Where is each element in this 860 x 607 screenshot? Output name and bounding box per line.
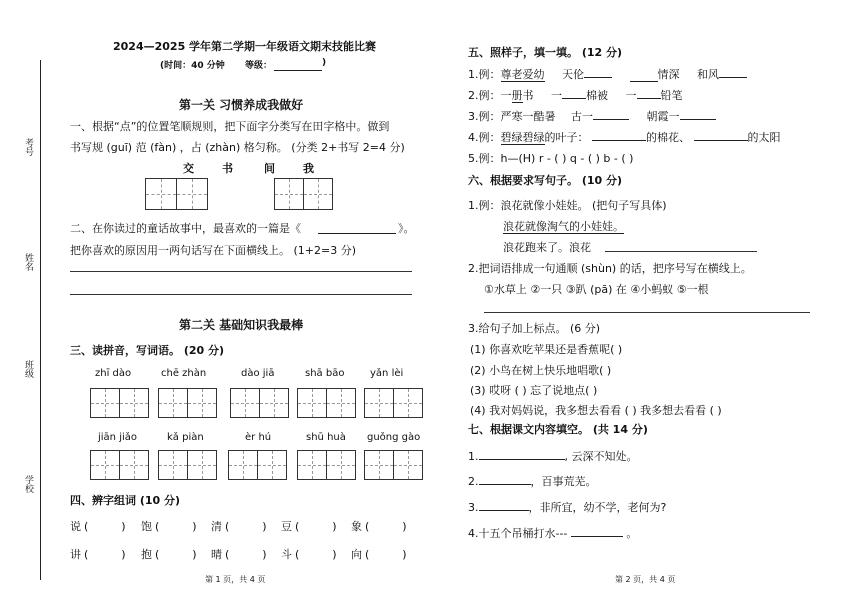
char-jiao: 交 [183,162,194,175]
q4-char-1: 说 [70,520,81,533]
q4-char-7: 抱 [141,548,152,561]
q7-line3: 3. ，非所宜，幼不学，老何为? [468,501,667,514]
q2-line2: 把你喜欢的原因用一两句话写在下面横线上。 (1+2=3 分) [70,244,357,257]
part2-title: 第二关 基础知识我最棒 [179,318,304,332]
tianzige-left[interactable] [145,178,208,210]
q4-blank-10[interactable]: ( ) [365,548,407,561]
q6-line4: 2.把词语排成一句通顺 (shùn) 的话，把序号写在横线上。 [468,262,752,275]
q5-line3: 3.例：严寒一酷暑 古一 朝霞一 [468,108,716,124]
q5-line4: 4.例：碧绿碧绿的叶子： 的棉花、 的太阳 [468,131,781,144]
q4-blank-5[interactable]: ( ) [365,520,407,533]
q4-blank-9[interactable]: ( ) [295,548,337,561]
word-box-5[interactable] [364,388,423,418]
punct-sentence-2[interactable]: (2) 小鸟在树上快乐地唱歌( ) [470,364,612,377]
word-box-7[interactable] [158,450,217,480]
tianzige-right[interactable] [274,178,333,210]
word-box-4[interactable] [297,388,356,418]
q4-blank-8[interactable]: ( ) [225,548,267,561]
q4-char-6: 讲 [70,548,81,561]
q5-line1: 1.例：尊老爱幼 天伦 情深 和风 [468,66,747,82]
q2-line1b: 》。 [398,222,415,235]
q4-char-4: 豆 [281,520,292,533]
q4-title: 四、辨字组词 (10 分) [70,494,181,507]
school-label: 学校 [23,475,33,493]
page-number-left: 第 1 页，共 4 页 [205,575,266,584]
q4-blank-4[interactable]: ( ) [295,520,337,533]
q6-part3-title: 3.给句子加上标点。 (6 分) [468,322,601,335]
q3-title: 三、读拼音，写词语。 (20 分) [70,344,225,357]
q4-blank-1[interactable]: ( ) [84,520,126,533]
punct-sentence-3[interactable]: (3) 哎呀 ( ) 忘了说地点( ) [470,384,598,397]
grade-label: 等级： [245,61,273,71]
pinyin-3: dào jiā [241,368,275,379]
q4-blank-3[interactable]: ( ) [225,520,267,533]
q6-title: 六、根据要求写句子。 (10 分) [468,174,623,187]
pinyin-10: guǒng gào [367,432,421,443]
q1-line2: 书写规 (guī) 范 (fàn) ，占 (zhàn) 格匀称。 (分类 2+书写 2=4 分) [70,141,405,154]
word-box-1[interactable] [90,388,149,418]
exam-time: (时间：40 分钟 [160,61,225,71]
q4-blank-6[interactable]: ( ) [84,548,126,561]
q7-line1: 1. , 云深不知处。 [468,450,638,463]
q4-char-9: 斗 [281,548,292,561]
q7-line4: 4.十五个吊桶打水--- 。 [468,527,638,540]
q6-line5: ①水草上 ②一只 ③趴 (pā) 在 ④小蚂蚁 ⑤一根 [484,283,709,296]
q6-line2: 浪花就像淘气的小娃娃。 [503,220,624,233]
punct-sentence-4[interactable]: (4) 我对妈妈说，我多想去看看 ( ) 我多想去看看 ( ) [470,404,722,417]
story-title-blank[interactable] [318,220,396,234]
q6-line3: 浪花跑来了。浪花 [503,241,591,254]
q6-line1: 1.例：浪花就像小娃娃。 (把句子写具体) [468,199,667,212]
q4-char-10: 向 [351,548,362,561]
word-box-8[interactable] [228,450,287,480]
q5-line2: 2.例：一册书 一 棉被 一 铅笔 [468,89,683,102]
word-box-10[interactable] [364,450,423,480]
grade-close: ) [322,58,327,68]
answer-line-1[interactable] [70,271,412,272]
exam-number-label: 考号 [23,138,33,156]
q5-title: 五、照样子，填一填。 (12 分) [468,46,623,59]
name-label: 姓名 [23,253,33,271]
q4-blank-7[interactable]: ( ) [155,548,197,561]
char-shu: 书 [222,162,233,175]
page-title: 2024—2025 学年第二学期一年级语文期末技能比赛 [113,40,377,53]
q7-line2: 2. ，百事荒芜。 [468,475,597,488]
q2-line1a: 二、在你读过的童话故事中，最喜欢的一篇是《 [70,222,301,235]
word-box-9[interactable] [297,450,356,480]
pinyin-7: kǎ piàn [167,432,204,443]
punct-sentence-1[interactable]: (1) 你喜欢吃苹果还是香蕉呢( ) [470,343,623,356]
q4-char-2: 饱 [141,520,152,533]
char-wo: 我 [303,162,314,175]
pinyin-2: chē zhàn [161,368,207,379]
word-box-6[interactable] [90,450,149,480]
word-box-2[interactable] [158,388,217,418]
q4-char-3: 清 [211,520,222,533]
pinyin-9: shū huà [306,432,346,443]
q6-answer-line-1[interactable] [605,251,757,252]
pinyin-8: èr hú [245,432,272,443]
char-jian: 间 [264,162,275,175]
word-box-3[interactable] [230,388,289,418]
q4-blank-2[interactable]: ( ) [155,520,197,533]
part1-title: 第一关 习惯养成我做好 [179,98,304,112]
q4-char-8: 晴 [211,548,222,561]
answer-line-2[interactable] [70,294,412,295]
pinyin-5: yǎn lèi [370,368,404,379]
grade-blank[interactable] [274,58,322,71]
q6-answer-line-2[interactable] [484,312,810,313]
binding-line [40,60,41,580]
class-label: 班级 [23,360,33,378]
q7-title: 七、根据课文内容填空。 (共 14 分) [468,423,648,436]
q5-line5: 5.例：h—(H) r - ( ) q - ( ) b - ( ) [468,152,634,165]
page-number-right: 第 2 页，共 4 页 [615,575,676,584]
q1-line1: 一、根据“点”的位置笔顺规则，把下面字分类写在田字格中。做到 [70,120,390,133]
pinyin-6: jiān jiǎo [98,432,138,443]
pinyin-1: zhī dào [95,368,132,379]
q4-char-5: 象 [351,520,362,533]
pinyin-4: shā bāo [305,368,345,379]
